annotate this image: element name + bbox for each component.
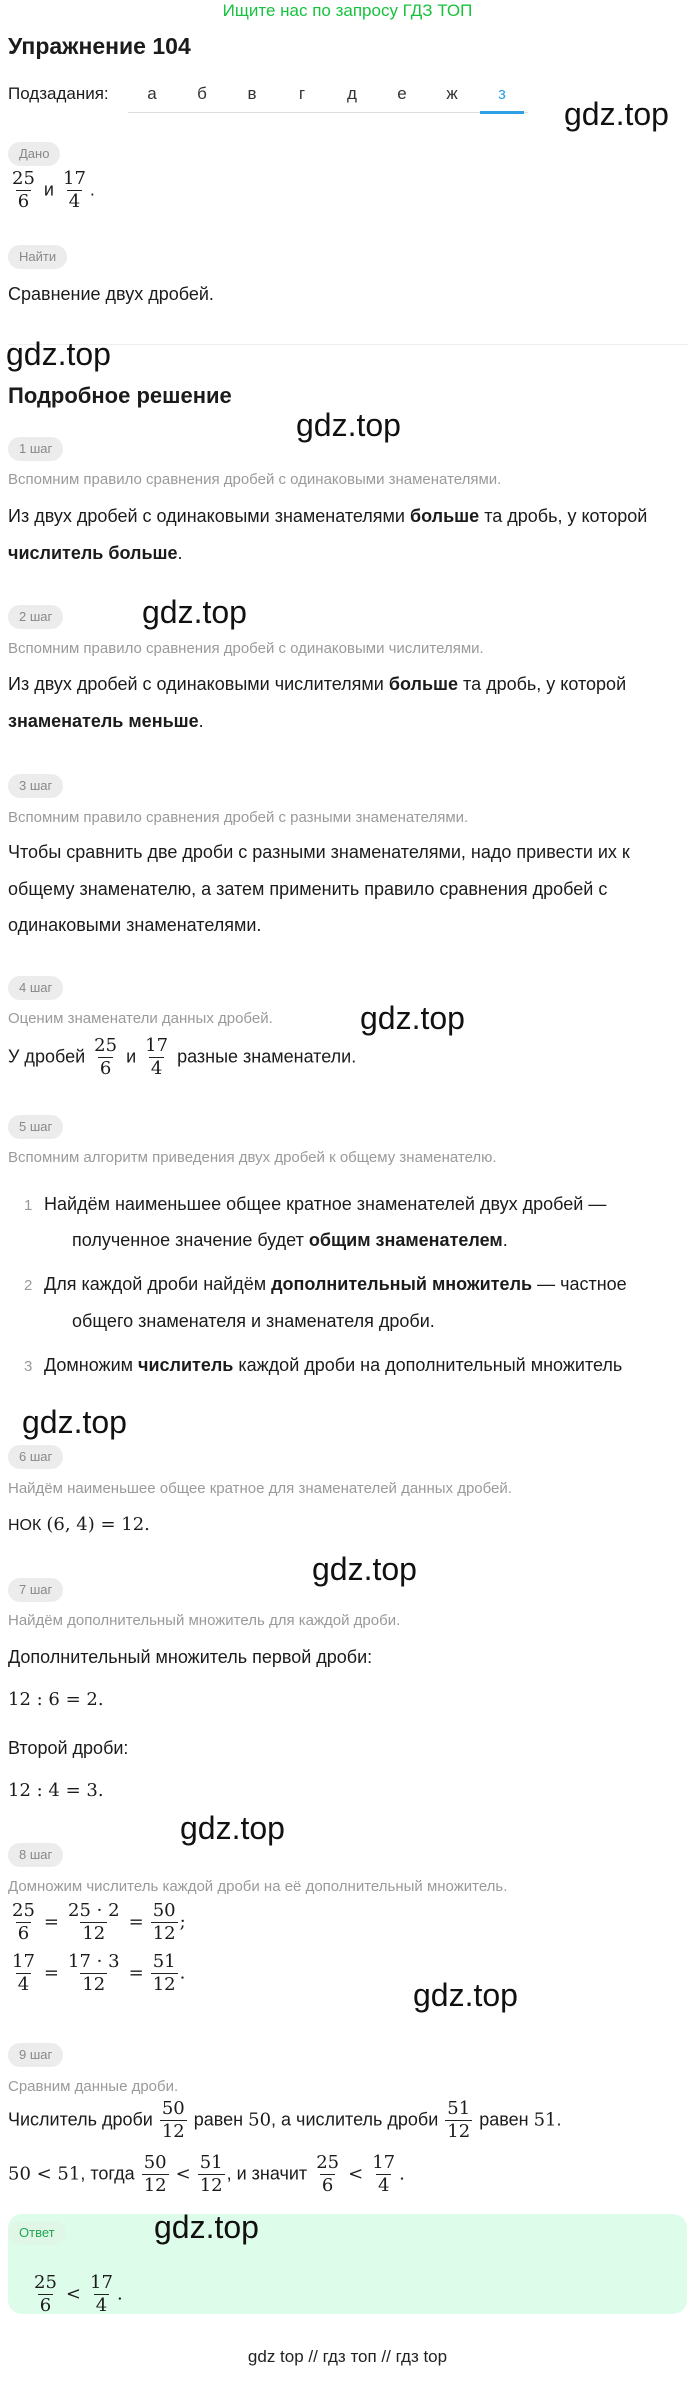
step-badge: 4 шаг	[8, 976, 63, 1000]
expression: 12 : 6 = 2.	[8, 1689, 104, 1710]
step-hint: Вспомним алгоритм приведения двух дробей к общему знаменателю.	[8, 1149, 497, 1166]
step-hint: Найдём дополнительный множитель для каждой дроби.	[8, 1612, 401, 1629]
list-item-text: полученное значение будет общим знаменателем.	[72, 1230, 508, 1250]
fraction: $\frac{17}{4}$	[63, 168, 86, 212]
step-badge: 7 шаг	[8, 1578, 63, 1602]
step-text: Числитель дроби $\frac{50}{12}$ равен 50, а числитель дроби $\frac{51}{12}$ равен 51.	[8, 2098, 562, 2142]
fraction: $\frac{17}{4}$	[90, 2272, 113, 2316]
fraction: $\frac{50}{12}$	[152, 1900, 176, 1944]
watermark: gdz.top	[154, 2209, 259, 2245]
step-text: знаменатель меньше.	[8, 711, 204, 731]
step-hint: Домножим числитель каждой дроби на её дополнительный множитель.	[8, 1878, 508, 1895]
step-hint: Найдём наименьшее общее кратное для знаменателей данных дробей.	[8, 1480, 512, 1497]
step-text: Второй дроби:	[8, 1738, 129, 1758]
step-text: числитель больше.	[8, 543, 183, 563]
list-item-text: Найдём наименьшее общее кратное знаменателей двух дробей —	[44, 1194, 607, 1214]
subtask-tab-z[interactable]: з	[480, 80, 524, 114]
fraction: $\frac{25}{6}$	[12, 168, 35, 212]
fraction: $\frac{17}{4}$	[12, 1951, 35, 1995]
fraction: $\frac{17}{4}$	[145, 1035, 169, 1079]
subtask-tab-e[interactable]: е	[397, 84, 407, 103]
equation-row: $\frac{17}{4}$ = $\frac{17 \cdot 3}{12}$ = $\frac{51}{12}$ .	[12, 1951, 186, 1995]
find-badge: Найти	[8, 245, 67, 269]
subtask-tab-g[interactable]: г	[298, 84, 306, 103]
list-item: 3	[24, 1358, 33, 1375]
list-item-text: Для каждой дроби найдём дополнительный множитель — частное	[44, 1274, 627, 1294]
solution-title: Подробное решение	[8, 383, 232, 408]
step-text: Из двух дробей с одинаковыми числителями больше та дробь, у которой	[8, 674, 627, 694]
subtasks-label: Подзадания:	[8, 84, 109, 103]
step-badge: 8 шаг	[8, 1843, 63, 1867]
watermark: gdz.top	[296, 407, 401, 443]
step-badge: 5 шаг	[8, 1115, 63, 1139]
watermark: gdz.top	[6, 336, 111, 372]
step-hint: Оценим знаменатели данных дробей.	[8, 1010, 273, 1027]
subtasks-nav	[8, 80, 528, 114]
footer-links[interactable]: gdz top // гдз топ // гдз top	[247, 2347, 448, 2366]
given-badge: Дано	[8, 142, 60, 166]
expression: 12 : 4 = 3.	[8, 1780, 104, 1801]
subtask-tab-v[interactable]: в	[247, 84, 257, 103]
page-title: Упражнение 104	[8, 33, 191, 59]
fraction: $\frac{25}{6}$	[34, 2272, 57, 2316]
answer-badge: Ответ	[8, 2221, 66, 2245]
step-text: Из двух дробей с одинаковыми знаменателями больше та дробь, у которой	[8, 506, 648, 526]
fraction: $\frac{51}{12}$	[447, 2098, 471, 2142]
watermark: gdz.top	[413, 1977, 518, 2013]
find-text: Сравнение двух дробей.	[8, 284, 214, 304]
step-hint: Сравним данные дроби.	[8, 2078, 179, 2095]
step-badge: 9 шаг	[8, 2043, 63, 2067]
fraction: $\frac{25 \cdot 2}{12}$	[68, 1900, 120, 1944]
list-item-text: общего знаменателя и знаменателя дроби.	[72, 1311, 435, 1331]
step-text: Чтобы сравнить две дроби с разными знаменателями, надо привести их к	[8, 842, 630, 862]
step-hint: Вспомним правило сравнения дробей с разными знаменателями.	[8, 809, 469, 826]
step-badge: 6 шаг	[8, 1445, 63, 1469]
step-text: 50 < 51, тогда $\frac{50}{12}$ < $\frac{51}{12}$ , и значит $\frac{25}{6}$ < $\frac{17}{4}$ .	[8, 2152, 405, 2196]
list-item: 1	[24, 1197, 33, 1214]
list-item-text: Домножим числитель каждой дроби на дополнительный множитель	[44, 1355, 623, 1375]
watermark: gdz.top	[180, 1810, 285, 1846]
fraction: $\frac{50}{12}$	[161, 2098, 185, 2142]
fraction: $\frac{25}{6}$	[94, 1035, 118, 1079]
fraction: $\frac{51}{12}$	[152, 1951, 176, 1995]
fraction: $\frac{25}{6}$	[316, 2152, 340, 2196]
fraction: $\frac{25}{6}$	[12, 1900, 35, 1944]
answer-expression: $\frac{25}{6}$ < $\frac{17}{4}$ .	[34, 2272, 123, 2316]
search-banner: Ищите нас по запросу ГДЗ ТОП	[222, 1, 473, 20]
subtask-tab-b[interactable]: б	[197, 84, 207, 103]
given-fractions: $\frac{25}{6}$ и $\frac{17}{4}$ .	[12, 168, 95, 212]
watermark: gdz.top	[142, 594, 247, 630]
watermark: gdz.top	[312, 1551, 417, 1587]
step-hint: Вспомним правило сравнения дробей с одинаковыми числителями.	[8, 640, 484, 657]
step-text: У дробей $\frac{25}{6}$ и $\frac{17}{4}$ разные знаменатели.	[8, 1035, 357, 1079]
watermark: gdz.top	[22, 1404, 127, 1440]
step-badge: 1 шаг	[8, 437, 63, 461]
step-text: одинаковыми знаменателями.	[8, 915, 262, 935]
watermark: gdz.top	[564, 96, 669, 132]
step-badge: 3 шаг	[8, 774, 63, 798]
step-text: общему знаменателю, а затем применить правило сравнения дробей с	[8, 879, 608, 899]
step-text: Дополнительный множитель первой дроби:	[8, 1647, 373, 1667]
equation-row: $\frac{25}{6}$ = $\frac{25 \cdot 2}{12}$ = $\frac{50}{12}$ ;	[12, 1900, 186, 1944]
fraction: $\frac{50}{12}$	[143, 2152, 167, 2196]
subtask-tab-a[interactable]: а	[147, 84, 157, 103]
step-hint: Вспомним правило сравнения дробей с одинаковыми знаменателями.	[8, 471, 502, 488]
fraction: $\frac{17}{4}$	[372, 2152, 396, 2196]
watermark: gdz.top	[360, 1000, 465, 1036]
fraction: $\frac{51}{12}$	[199, 2152, 223, 2196]
fraction: $\frac{17 \cdot 3}{12}$	[68, 1951, 120, 1995]
subtask-tab-zh[interactable]: ж	[446, 84, 458, 103]
list-item: 2	[24, 1277, 33, 1294]
subtask-tab-d[interactable]: д	[347, 84, 357, 103]
lcm-expression: НОК (6, 4) = 12.	[8, 1514, 150, 1535]
step-badge: 2 шаг	[8, 605, 63, 629]
